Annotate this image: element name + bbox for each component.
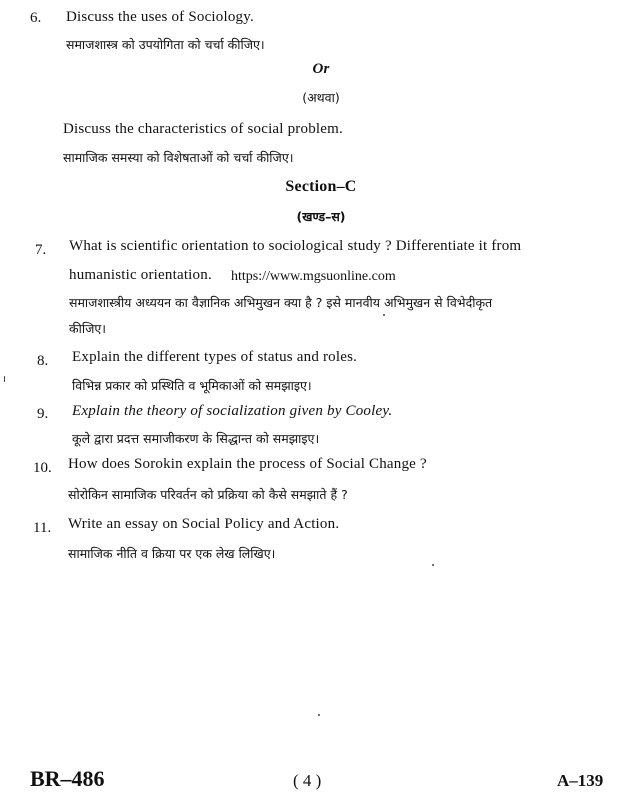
q8-hindi: विभिन्न प्रकार को प्रस्थिति व भूमिकाओं को समझाइए। — [72, 378, 312, 393]
section-title-hindi: (खण्ड–स) — [296, 209, 346, 224]
q6-hindi: समाजशास्त्र को उपयोगिता को चर्चा कीजिए। — [66, 37, 265, 52]
q6-alt-hindi: सामाजिक समस्या को विशेषताओं को चर्चा कीजिए। — [63, 150, 294, 165]
or-divider-hindi: (अथवा) — [302, 90, 340, 105]
q9-number: 9. — [37, 406, 49, 422]
q7-number: 7. — [35, 242, 47, 258]
q7-hindi-line1: समाजशास्त्रीय अध्ययन का वैज्ञानिक अभिमुखन क्या है ? इसे मानवीय अभिमुखन से विभेदीकृत — [69, 295, 493, 310]
q7-english-line2: humanistic orientation. — [69, 267, 212, 283]
q6-english: Discuss the uses of Sociology. — [66, 9, 254, 25]
q11-hindi: सामाजिक नीति व क्रिया पर एक लेख लिखिए। — [68, 546, 276, 561]
q10-english: How does Sorokin explain the process of Social Change ? — [68, 456, 427, 472]
q8-english: Explain the different types of status and roles. — [72, 349, 358, 365]
q10-hindi: सोरोकिन सामाजिक परिवर्तन को प्रक्रिया को कैसे समझाते हैं ? — [68, 487, 348, 502]
q9-hindi: कूले द्वारा प्रदत्त समाजीकरण के सिद्धान्त को समझाइए। — [72, 431, 320, 446]
q11-english: Write an essay on Social Policy and Action. — [68, 516, 340, 532]
scan-speck — [383, 314, 385, 316]
paper-code: BR–486 — [30, 766, 105, 791]
q11-number: 11. — [33, 520, 52, 536]
scan-speck — [4, 376, 5, 382]
scan-speck — [432, 564, 434, 566]
q9-english: Explain the theory of socialization given by Cooley. — [72, 403, 393, 419]
q6-number: 6. — [30, 10, 42, 26]
q10-number: 10. — [33, 460, 52, 476]
watermark-url: https://www.mgsuonline.com — [231, 269, 396, 284]
q8-number: 8. — [37, 353, 49, 369]
q7-hindi-line2: कीजिए। — [69, 321, 107, 336]
q6-alt-english: Discuss the characteristics of social problem. — [63, 121, 343, 137]
q7-english-line1: What is scientific orientation to sociological study ? Differentiate it from — [69, 238, 522, 254]
reference-code: A–139 — [557, 771, 604, 790]
or-divider: Or — [312, 61, 330, 77]
page-number: ( 4 ) — [293, 771, 322, 790]
section-title: Section–C — [285, 178, 357, 195]
scan-speck — [318, 714, 320, 716]
